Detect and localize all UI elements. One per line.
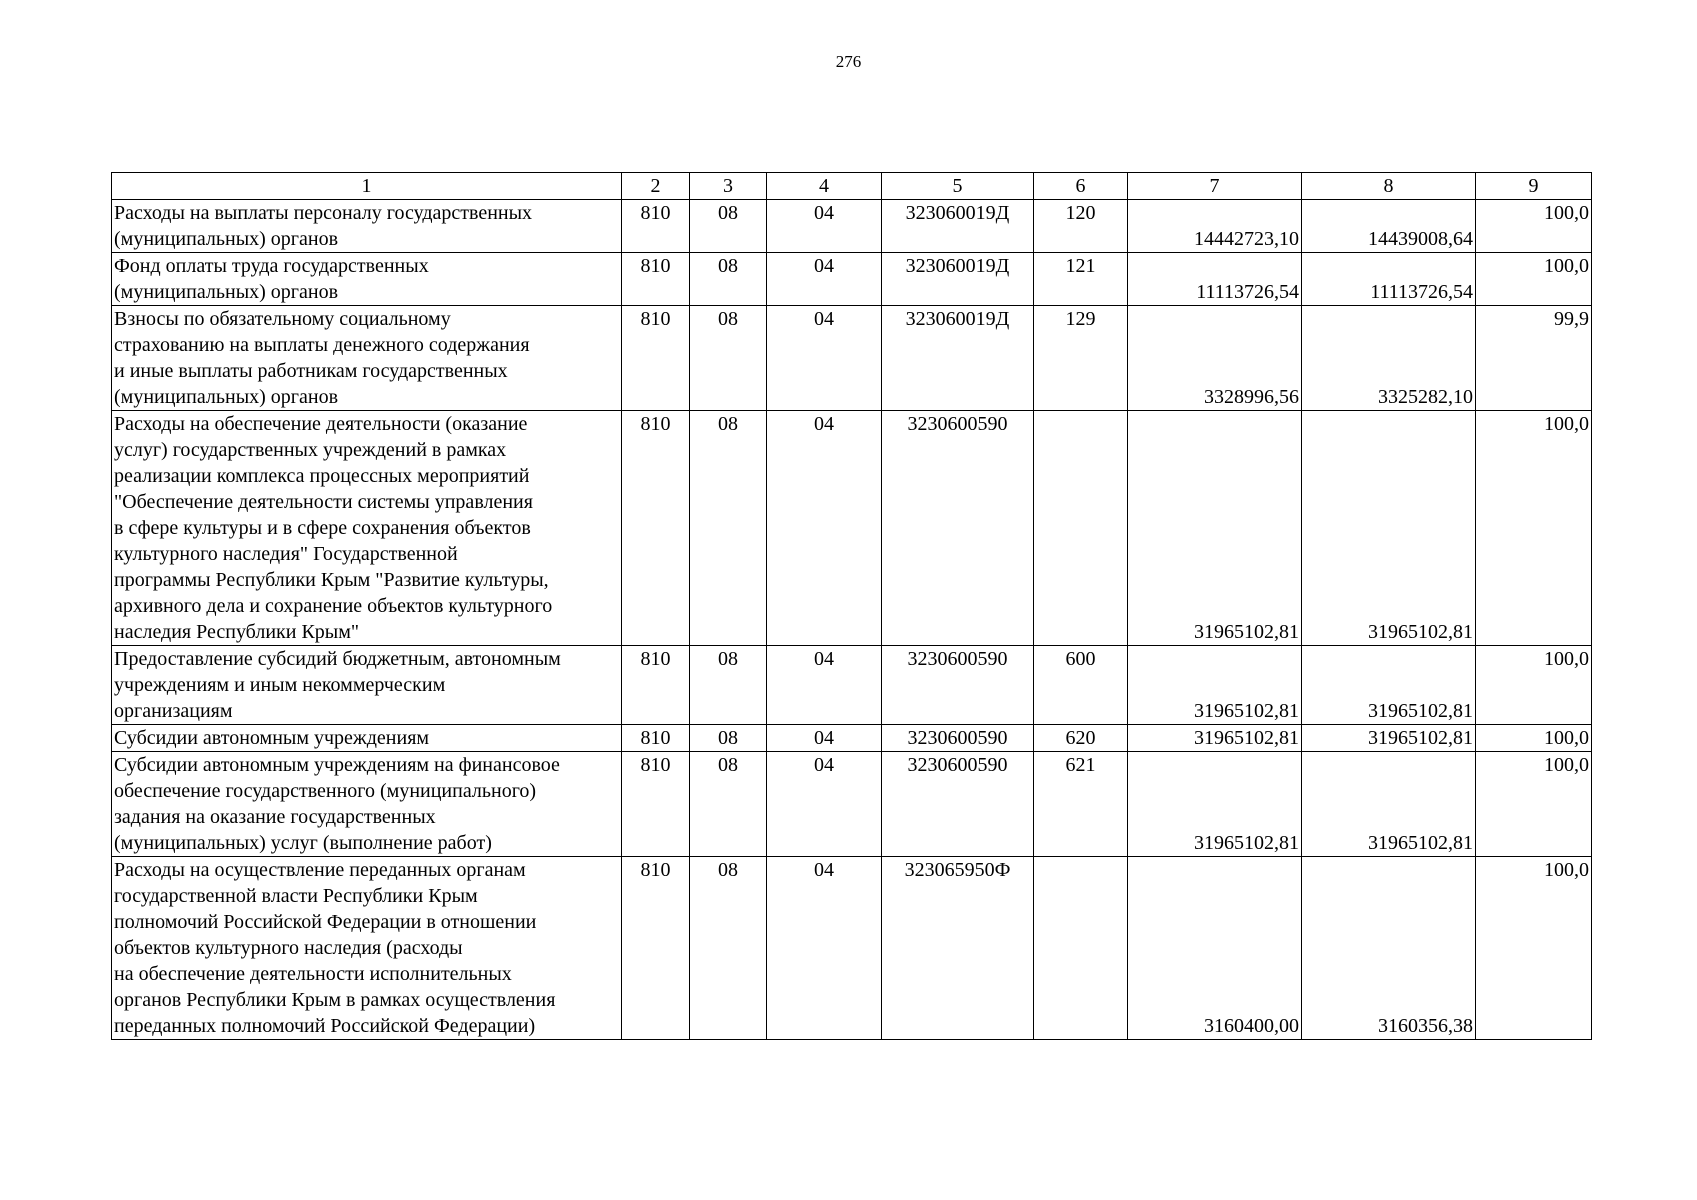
subsection-code: 04 [767,725,882,752]
target-item-code: 3230600590 [882,646,1034,725]
section-code: 08 [690,200,767,253]
column-number-4: 4 [767,173,882,200]
executed-amount: 31965102,81 [1302,646,1476,725]
subsection-code: 04 [767,200,882,253]
table-row [112,200,1592,253]
target-item-code: 323060019Д [882,200,1034,253]
expense-type-code: 620 [1034,725,1128,752]
subsection-code: 04 [767,306,882,411]
executed-amount: 3325282,10 [1302,306,1476,411]
section-code: 08 [690,857,767,1040]
executed-amount: 31965102,81 [1302,411,1476,646]
column-number-7: 7 [1128,173,1302,200]
planned-amount: 31965102,81 [1128,646,1302,725]
executed-amount: 14439008,64 [1302,200,1476,253]
ministry-code: 810 [622,306,690,411]
target-item-code: 323060019Д [882,306,1034,411]
budget-table [111,172,1592,1040]
expense-name: Расходы на осуществление переданных органам государственной власти Республики Крым полномочий Российской Федерации в отношении объектов культурного наследия (расходы на обеспечение деятельности исполнительных органов Республики Крым в рамках осуществления переданных полномочий Российской Федерации) [112,857,622,1040]
ministry-code: 810 [622,725,690,752]
expense-name: Расходы на обеспечение деятельности (оказание услуг) государственных учреждений в рамках реализации комплекса процессных мероприятий "Обеспечение деятельности системы управления в сфере культуры и в сфере сохранения объектов культурного наследия" Государственной программы Республики Крым "Развитие культуры, архивного дела и сохранение объектов культурного наследия Республики Крым" [112,411,622,646]
table-row [112,725,1592,752]
execution-percent: 100,0 [1476,725,1592,752]
column-number-1: 1 [112,173,622,200]
table-row [112,857,1592,1040]
planned-amount: 11113726,54 [1128,253,1302,306]
column-number-2: 2 [622,173,690,200]
table-row [112,752,1592,857]
table-row [112,411,1592,646]
section-code: 08 [690,752,767,857]
ministry-code: 810 [622,200,690,253]
executed-amount: 31965102,81 [1302,752,1476,857]
planned-amount: 3160400,00 [1128,857,1302,1040]
ministry-code: 810 [622,857,690,1040]
executed-amount: 11113726,54 [1302,253,1476,306]
section-code: 08 [690,725,767,752]
expense-name: Взносы по обязательному социальному страхованию на выплаты денежного содержания и иные выплаты работникам государственных (муниципальных) органов [112,306,622,411]
expense-name: Предоставление субсидий бюджетным, автономным учреждениям и иным некоммерческим организациям [112,646,622,725]
expense-type-code: 121 [1034,253,1128,306]
target-item-code: 3230600590 [882,411,1034,646]
subsection-code: 04 [767,752,882,857]
column-number-9: 9 [1476,173,1592,200]
planned-amount: 3328996,56 [1128,306,1302,411]
section-code: 08 [690,306,767,411]
expense-type-code [1034,411,1128,646]
expense-type-code [1034,857,1128,1040]
column-number-8: 8 [1302,173,1476,200]
subsection-code: 04 [767,646,882,725]
target-item-code: 323065950Ф [882,857,1034,1040]
target-item-code: 3230600590 [882,752,1034,857]
column-number-3: 3 [690,173,767,200]
planned-amount: 31965102,81 [1128,411,1302,646]
subsection-code: 04 [767,253,882,306]
ministry-code: 810 [622,253,690,306]
target-item-code: 3230600590 [882,725,1034,752]
expense-type-code: 600 [1034,646,1128,725]
section-code: 08 [690,411,767,646]
execution-percent: 100,0 [1476,857,1592,1040]
table-row [112,253,1592,306]
executed-amount: 3160356,38 [1302,857,1476,1040]
execution-percent: 100,0 [1476,411,1592,646]
subsection-code: 04 [767,411,882,646]
executed-amount: 31965102,81 [1302,725,1476,752]
subsection-code: 04 [767,857,882,1040]
ministry-code: 810 [622,411,690,646]
expense-name: Субсидии автономным учреждениям [112,725,622,752]
planned-amount: 31965102,81 [1128,725,1302,752]
planned-amount: 14442723,10 [1128,200,1302,253]
execution-percent: 99,9 [1476,306,1592,411]
column-number-row [112,173,1592,200]
expense-type-code: 129 [1034,306,1128,411]
section-code: 08 [690,253,767,306]
section-code: 08 [690,646,767,725]
page-number: 276 [835,52,862,71]
expense-name: Фонд оплаты труда государственных (муниципальных) органов [112,253,622,306]
ministry-code: 810 [622,646,690,725]
execution-percent: 100,0 [1476,752,1592,857]
table-row [112,646,1592,725]
expense-type-code: 120 [1034,200,1128,253]
expense-type-code: 621 [1034,752,1128,857]
column-number-6: 6 [1034,173,1128,200]
execution-percent: 100,0 [1476,646,1592,725]
target-item-code: 323060019Д [882,253,1034,306]
execution-percent: 100,0 [1476,253,1592,306]
execution-percent: 100,0 [1476,200,1592,253]
expense-name: Расходы на выплаты персоналу государственных (муниципальных) органов [112,200,622,253]
column-number-5: 5 [882,173,1034,200]
planned-amount: 31965102,81 [1128,752,1302,857]
table-row [112,306,1592,411]
ministry-code: 810 [622,752,690,857]
expense-name: Субсидии автономным учреждениям на финансовое обеспечение государственного (муниципального) задания на оказание государственных (муниципальных) услуг (выполнение работ) [112,752,622,857]
